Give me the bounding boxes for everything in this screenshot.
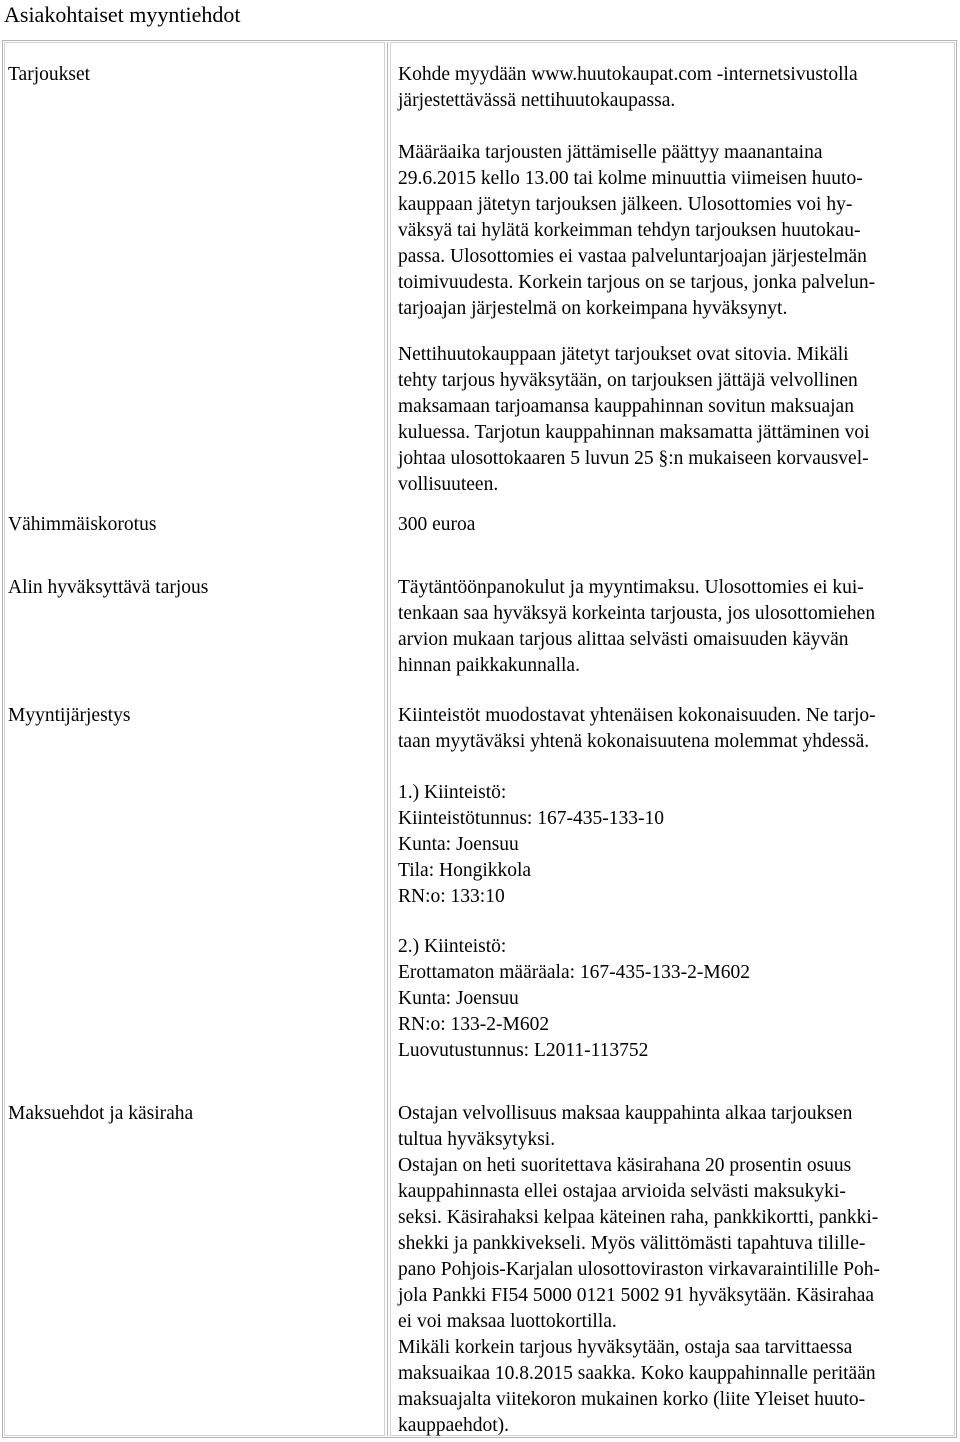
text-line: Täytäntöönpanokulut ja myyntimaksu. Ulosottomies ei kui- bbox=[398, 577, 864, 598]
text-line: Määräaika tarjousten jättämiselle päättyy maanantaina bbox=[398, 142, 823, 163]
myyntijarjestys-paragraph-1 bbox=[398, 703, 876, 755]
text-line: shekki ja pankkivekseli. Myös välittömästi tapahtuva tilille- bbox=[398, 1233, 866, 1254]
label-maksuehdot: Maksuehdot ja käsiraha bbox=[8, 1103, 194, 1124]
text-line: Kunta: Joensuu bbox=[398, 988, 519, 1009]
text-line: tultua hyväksytyksi. bbox=[398, 1129, 556, 1150]
text-line: taan myytäväksi yhtenä kokonaisuutena molemmat yhdessä. bbox=[398, 731, 870, 752]
column-divider bbox=[387, 42, 388, 1436]
text-line: Kunta: Joensuu bbox=[398, 834, 519, 855]
text-line: toimivuudesta. Korkein tarjous on se tarjous, jonka palvelun- bbox=[398, 272, 876, 293]
label-column bbox=[4, 42, 385, 1436]
text-line: kuluessa. Tarjotun kauppahinnan maksamatta jättäminen voi bbox=[398, 422, 870, 443]
alin-tarjous-paragraph bbox=[398, 575, 875, 679]
tarjoukset-paragraph-2 bbox=[398, 140, 875, 322]
text-line: johtaa ulosottokaaren 5 luvun 25 §:n mukaiseen korvausvel- bbox=[398, 448, 869, 469]
tarjoukset-paragraph-1 bbox=[398, 62, 858, 114]
text-line: Erottamaton määräala: 167-435-133-2-M602 bbox=[398, 962, 750, 983]
text-line: Ostajan velvollisuus maksaa kauppahinta alkaa tarjouksen bbox=[398, 1103, 853, 1124]
text-line: jola Pankki FI54 5000 0121 5002 91 hyväksytään. Käsirahaa bbox=[398, 1285, 875, 1306]
text-line: 2.) Kiinteistö: bbox=[398, 936, 507, 957]
page-title: Asiakohtaiset myyntiehdot bbox=[4, 2, 241, 27]
vahimmaiskorotus-value bbox=[398, 512, 475, 538]
text-line: 1.) Kiinteistö: bbox=[398, 782, 507, 803]
text-line: tarjoajan järjestelmä on korkeimpana hyväksynyt. bbox=[398, 298, 788, 319]
text-line: ei voi maksaa luottokortilla. bbox=[398, 1311, 617, 1332]
text-line: kauppaehdot). bbox=[398, 1415, 510, 1436]
label-tarjoukset: Tarjoukset bbox=[8, 64, 91, 85]
text-line: väksyä tai hylätä korkeimman tehdyn tarjouksen huutokau- bbox=[398, 220, 861, 241]
text-line: Luovutustunnus: L2011-113752 bbox=[398, 1040, 649, 1061]
label-alin-hyvaksyttava-tarjous: Alin hyväksyttävä tarjous bbox=[8, 577, 209, 598]
label-vahimmaiskorotus: Vähimmäiskorotus bbox=[8, 514, 157, 535]
text-line: järjestettävässä nettihuutokaupassa. bbox=[398, 90, 676, 111]
text-line: kauppahinnasta ellei ostajaa arvioida selvästi maksukyki- bbox=[398, 1181, 846, 1202]
text-line: tehty tarjous hyväksytään, on tarjouksen jättäjä velvollinen bbox=[398, 370, 858, 391]
text-line: Kohde myydään www.huutokaupat.com -internetsivustolla bbox=[398, 64, 858, 85]
text-line: maksuaikaa 10.8.2015 saakka. Koko kauppahinnalle peritään bbox=[398, 1363, 876, 1384]
text-line: vollisuuteen. bbox=[398, 474, 499, 495]
text-line: seksi. Käsirahaksi kelpaa käteinen raha, pankkikortti, pankki- bbox=[398, 1207, 879, 1228]
text-line: Kiinteistöt muodostavat yhtenäisen kokonaisuuden. Ne tarjo- bbox=[398, 705, 876, 726]
text-line: pano Pohjois-Karjalan ulosottoviraston virkavaraintilille Poh- bbox=[398, 1259, 880, 1280]
kiinteisto-2-details bbox=[398, 934, 750, 1064]
kiinteisto-1-details bbox=[398, 780, 664, 910]
text-line: RN:o: 133:10 bbox=[398, 886, 505, 907]
label-myyntijarjestys: Myyntijärjestys bbox=[8, 705, 131, 726]
text-line: RN:o: 133-2-M602 bbox=[398, 1014, 550, 1035]
text-line: arvion mukaan tarjous alittaa selvästi omaisuuden käyvän bbox=[398, 629, 849, 650]
text-line: 29.6.2015 kello 13.00 tai kolme minuuttia viimeisen huuto- bbox=[398, 168, 863, 189]
tarjoukset-paragraph-3 bbox=[398, 342, 870, 498]
text-line: Tila: Hongikkola bbox=[398, 860, 532, 881]
maksuehdot-paragraph bbox=[398, 1101, 880, 1439]
text-line: maksamaan tarjoamansa kauppahinnan sovitun maksuajan bbox=[398, 396, 854, 417]
text-line: kauppaan jätetyn tarjouksen jälkeen. Ulosottomies voi hy- bbox=[398, 194, 853, 215]
text-line: hinnan paikkakunnalla. bbox=[398, 655, 580, 676]
text-line: passa. Ulosottomies ei vastaa palveluntarjoajan järjestelmän bbox=[398, 246, 867, 267]
text-line: 300 euroa bbox=[398, 514, 476, 535]
text-line: tenkaan saa hyväksyä korkeinta tarjousta, jos ulosottomiehen bbox=[398, 603, 876, 624]
text-line: Ostajan on heti suoritettava käsirahana 20 prosentin osuus bbox=[398, 1155, 852, 1176]
text-line: Mikäli korkein tarjous hyväksytään, ostaja saa tarvittaessa bbox=[398, 1337, 853, 1358]
text-line: Nettihuutokauppaan jätetyt tarjoukset ovat sitovia. Mikäli bbox=[398, 344, 849, 365]
text-line: maksuajalta viitekoron mukainen korko (liite Yleiset huuto- bbox=[398, 1389, 866, 1410]
text-line: Kiinteistötunnus: 167-435-133-10 bbox=[398, 808, 664, 829]
